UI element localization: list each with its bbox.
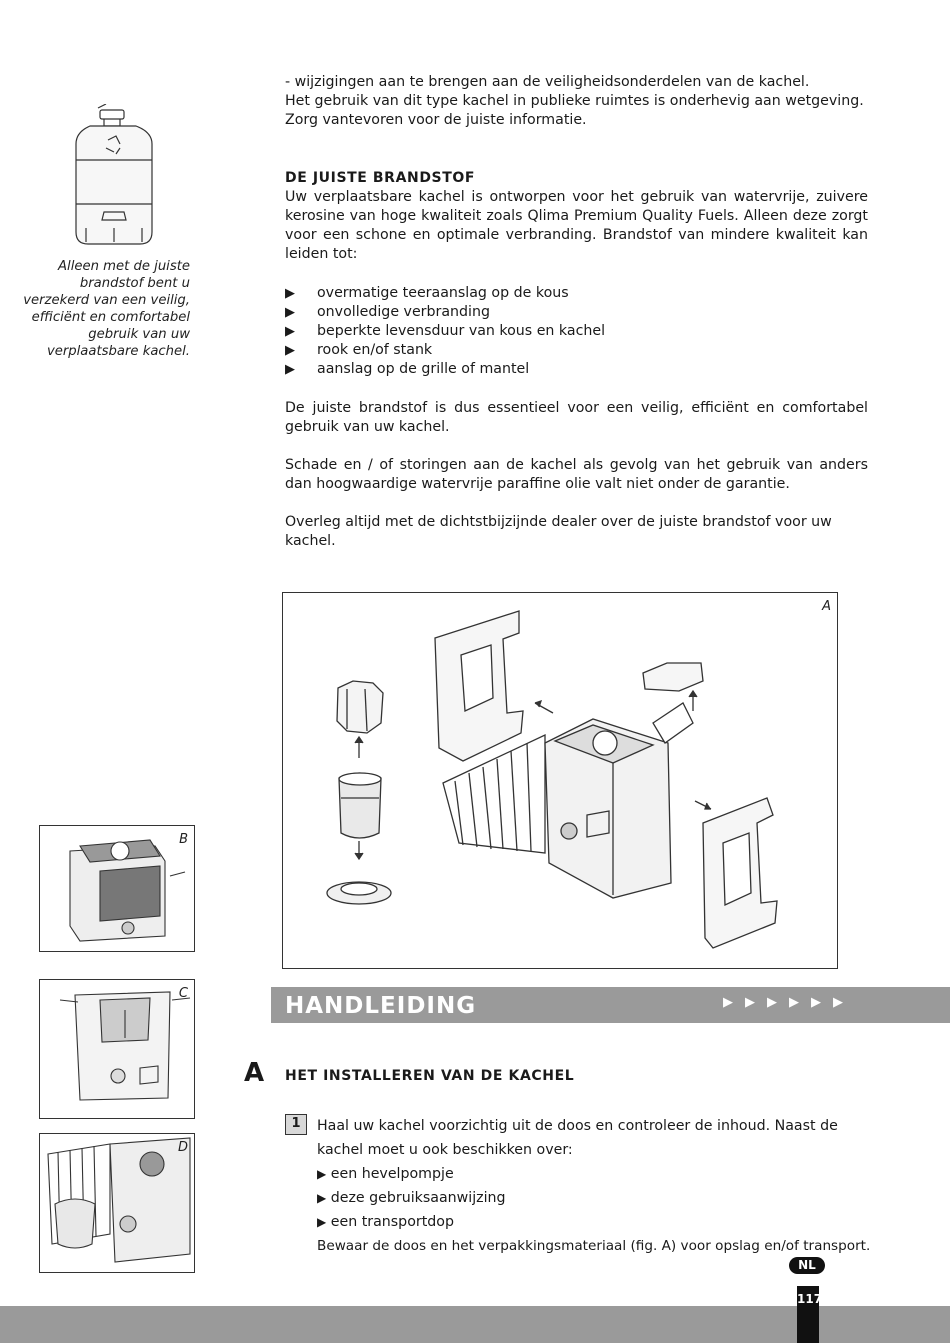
sidebar-caption <box>20 258 190 360</box>
figure-b <box>39 825 195 952</box>
figure-d <box>39 1133 195 1273</box>
fuel-heading: DE JUISTE BRANDSTOF <box>285 170 476 186</box>
closing-line: Bewaar de doos en het verpakkingsmateriaal (fig. A) voor opslag en/of transport. <box>317 1238 871 1254</box>
bullet-text: onvolledige verbranding <box>317 304 490 320</box>
step-number-badge: 1 <box>285 1114 307 1135</box>
bullet-arrow-icon: ▶ <box>317 1215 327 1229</box>
fuel-paragraph-text: Uw verplaatsbare kachel is ontworpen voor het gebruik van watervrije, zuivere kerosine van hoge kwaliteit zoals Qlima Premium Quality Fuels. Alleen deze zorgt voor een schone en optimale verbranding. Brandstof van mindere kwaliteit kan leiden tot: <box>285 189 868 262</box>
step-line: Haal uw kachel voorzichtig uit de doos en controleer de inhoud. Naast de <box>317 1118 838 1134</box>
intro-line: - wijzigingen aan te brengen aan de veiligheidsonderdelen van de kachel. <box>285 74 810 90</box>
fuel-paragraph-2: De juiste brandstof is dus essentieel voor een veilig, efficiënt en comfortabel gebruik van uw kachel. <box>285 400 868 435</box>
list-item <box>285 341 868 360</box>
banner-arrows-icon: ▶▶▶▶▶▶ <box>723 995 855 1010</box>
section-letter: A <box>244 1058 265 1088</box>
caption-line: brandstof bent u <box>79 276 190 291</box>
figure-a <box>282 592 838 969</box>
list-item <box>317 1210 877 1234</box>
list-item <box>317 1162 877 1186</box>
section-banner <box>271 987 950 1023</box>
caption-line: verzekerd van een veilig, <box>23 293 190 308</box>
figure-a-letter: A <box>822 599 831 614</box>
list-item <box>285 303 868 322</box>
bullet-arrow-icon: ▶ <box>285 324 295 339</box>
fuel-paragraph-4: Overleg altijd met de dichtstbijzijnde dealer over de juiste brandstof voor uw kachel. <box>285 514 832 549</box>
figure-b-letter: B <box>179 832 188 847</box>
fuel-bullet-list <box>285 284 868 379</box>
bullet-text: beperkte levensduur van kous en kachel <box>317 323 606 339</box>
figure-c <box>39 979 195 1119</box>
item-text: een transportdop <box>330 1214 454 1230</box>
bullet-text: overmatige teeraanslag op de kous <box>317 285 569 301</box>
caption-line: verplaatsbare kachel. <box>46 344 190 359</box>
fuel-paragraph <box>285 188 868 264</box>
bullet-text: rook en/of stank <box>317 342 433 358</box>
caption-line: Alleen met de juiste <box>58 259 190 274</box>
bullet-arrow-icon: ▶ <box>317 1167 327 1181</box>
list-item <box>285 322 868 341</box>
caption-line: efficiënt en comfortabel <box>31 310 190 325</box>
install-step <box>317 1114 877 1258</box>
item-text: een hevelpompje <box>330 1166 454 1182</box>
fuel-canister-illustration <box>70 104 160 249</box>
bullet-arrow-icon: ▶ <box>317 1191 327 1205</box>
bullet-text: aanslag op de grille of mantel <box>317 361 530 377</box>
heater-chimney-drawing <box>40 980 194 1118</box>
intro-line: Het gebruik van dit type kachel in publieke ruimtes is onderhevig aan wetgeving. <box>285 93 864 109</box>
banner-title: HANDLEIDING <box>285 993 477 1019</box>
item-text: deze gebruiksaanwijzing <box>330 1190 506 1206</box>
intro-text <box>285 73 870 130</box>
list-item <box>317 1186 877 1210</box>
figure-c-letter: C <box>178 986 188 1001</box>
step-line: kachel moet u ook beschikken over: <box>317 1142 573 1158</box>
install-heading: HET INSTALLEREN VAN DE KACHEL <box>285 1068 575 1084</box>
bullet-arrow-icon: ▶ <box>285 286 295 301</box>
heater-burner-drawing <box>40 1134 194 1272</box>
caption-line: gebruik van uw <box>88 327 190 342</box>
bullet-arrow-icon: ▶ <box>285 343 295 358</box>
page-number: 117 <box>797 1292 823 1306</box>
figure-d-letter: D <box>177 1140 188 1155</box>
list-item <box>285 284 868 303</box>
page-number-tab <box>797 1286 823 1343</box>
fuel-paragraph-3: Schade en / of storingen aan de kachel als gevolg van het gebruik van anders dan hoogwaardige watervrije paraffine olie valt niet onder de garantie. <box>285 457 868 492</box>
exploded-heater-drawing <box>283 593 837 968</box>
list-item <box>285 360 868 379</box>
bullet-arrow-icon: ▶ <box>285 362 295 377</box>
heater-grille-drawing <box>40 826 194 951</box>
language-badge: NL <box>789 1257 825 1274</box>
intro-line: Zorg vantevoren voor de juiste informatie. <box>285 112 587 128</box>
bullet-arrow-icon: ▶ <box>285 305 295 320</box>
